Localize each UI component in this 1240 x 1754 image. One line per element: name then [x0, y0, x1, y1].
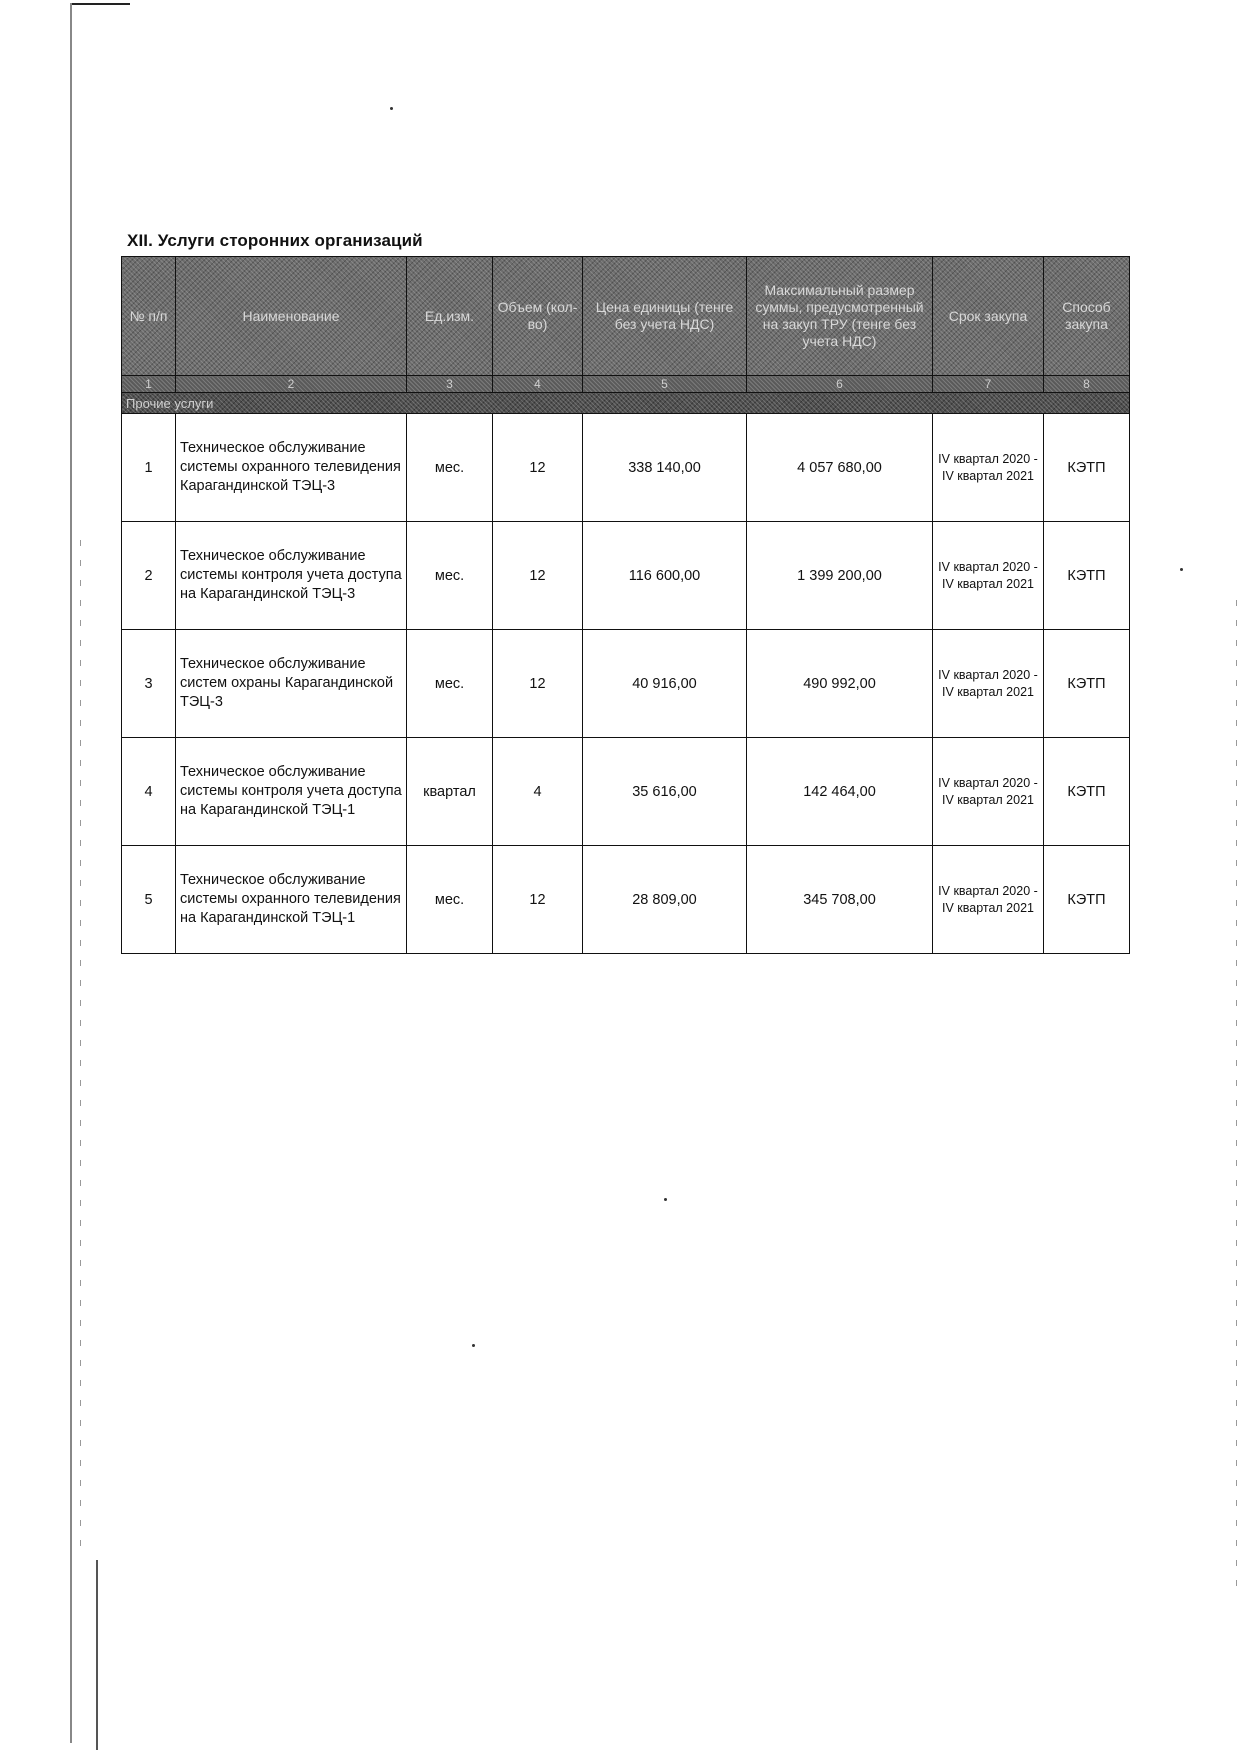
cell-name: Техническое обслуживание систем охраны Карагандинской ТЭЦ-3 — [176, 630, 407, 738]
cell-num: 1 — [122, 414, 176, 522]
cell-num: 5 — [122, 846, 176, 954]
scan-speck — [664, 1198, 667, 1201]
header-method: Способ закупа — [1044, 257, 1130, 376]
header-qty: Объем (кол-во) — [493, 257, 583, 376]
header-unit: Ед.изм. — [407, 257, 493, 376]
scan-speck — [1180, 568, 1183, 571]
section-title: XII. Услуги сторонних организаций — [127, 231, 423, 250]
cell-num: 4 — [122, 738, 176, 846]
cell-price: 338 140,00 — [583, 414, 747, 522]
table-row — [122, 846, 1130, 954]
cell-price: 35 616,00 — [583, 738, 747, 846]
cell-name: Техническое обслуживание системы контроля учета доступа на Карагандинской ТЭЦ-3 — [176, 522, 407, 630]
cell-total: 345 708,00 — [747, 846, 933, 954]
cell-period: IV квартал 2020 - IV квартал 2021 — [933, 846, 1044, 954]
column-number: 6 — [747, 376, 933, 393]
cell-price: 28 809,00 — [583, 846, 747, 954]
cell-period: IV квартал 2020 - IV квартал 2021 — [933, 414, 1044, 522]
cell-name: Техническое обслуживание системы контроля учета доступа на Карагандинской ТЭЦ-1 — [176, 738, 407, 846]
group-row — [122, 393, 1130, 414]
cell-method: КЭТП — [1044, 414, 1130, 522]
column-number: 5 — [583, 376, 747, 393]
table-row — [122, 522, 1130, 630]
cell-method: КЭТП — [1044, 846, 1130, 954]
header-name: Наименование — [176, 257, 407, 376]
header-num: № п/п — [122, 257, 176, 376]
cell-method: КЭТП — [1044, 630, 1130, 738]
scan-edge-line-lower — [96, 1560, 98, 1750]
scan-noise-column-right — [1236, 600, 1237, 1600]
cell-period: IV квартал 2020 - IV квартал 2021 — [933, 738, 1044, 846]
column-number: 7 — [933, 376, 1044, 393]
scan-noise-column — [80, 540, 81, 1560]
cell-unit: мес. — [407, 522, 493, 630]
cell-total: 142 464,00 — [747, 738, 933, 846]
cell-name: Техническое обслуживание системы охранного телевидения на Карагандинской ТЭЦ-1 — [176, 846, 407, 954]
table-row — [122, 630, 1130, 738]
header-period: Срок закупа — [933, 257, 1044, 376]
table-header-row — [122, 257, 1130, 376]
cell-total: 4 057 680,00 — [747, 414, 933, 522]
column-number: 1 — [122, 376, 176, 393]
column-number: 4 — [493, 376, 583, 393]
column-number: 8 — [1044, 376, 1130, 393]
services-table — [121, 256, 1130, 954]
header-total: Максимальный размер суммы, предусмотренный на закуп ТРУ (тенге без учета НДС) — [747, 257, 933, 376]
cell-num: 2 — [122, 522, 176, 630]
column-number: 3 — [407, 376, 493, 393]
cell-unit: мес. — [407, 846, 493, 954]
cell-qty: 12 — [493, 630, 583, 738]
cell-method: КЭТП — [1044, 738, 1130, 846]
cell-num: 3 — [122, 630, 176, 738]
cell-name: Техническое обслуживание системы охранного телевидения Карагандинской ТЭЦ-3 — [176, 414, 407, 522]
table-row — [122, 414, 1130, 522]
group-label: Прочие услуги — [122, 393, 1130, 414]
table-row — [122, 738, 1130, 846]
cell-period: IV квартал 2020 - IV квартал 2021 — [933, 630, 1044, 738]
cell-price: 40 916,00 — [583, 630, 747, 738]
cell-period: IV квартал 2020 - IV квартал 2021 — [933, 522, 1044, 630]
cell-qty: 12 — [493, 522, 583, 630]
column-number: 2 — [176, 376, 407, 393]
cell-unit: мес. — [407, 630, 493, 738]
scan-speck — [390, 107, 393, 110]
cell-total: 1 399 200,00 — [747, 522, 933, 630]
cell-unit: квартал — [407, 738, 493, 846]
scan-edge-line — [70, 3, 72, 1743]
cell-qty: 4 — [493, 738, 583, 846]
scan-edge-mark — [70, 3, 130, 5]
cell-qty: 12 — [493, 414, 583, 522]
cell-price: 116 600,00 — [583, 522, 747, 630]
column-number-row — [122, 376, 1130, 393]
cell-method: КЭТП — [1044, 522, 1130, 630]
header-price: Цена единицы (тенге без учета НДС) — [583, 257, 747, 376]
cell-total: 490 992,00 — [747, 630, 933, 738]
cell-qty: 12 — [493, 846, 583, 954]
scan-speck — [472, 1344, 475, 1347]
cell-unit: мес. — [407, 414, 493, 522]
